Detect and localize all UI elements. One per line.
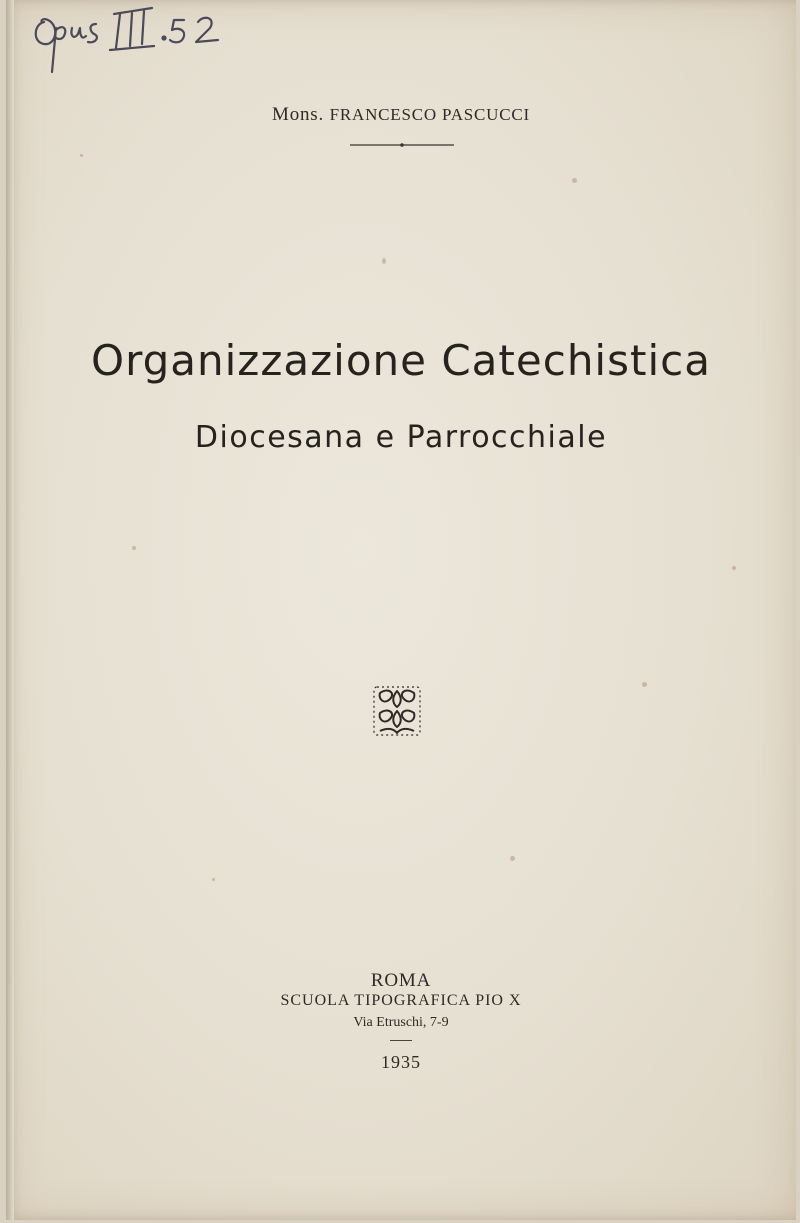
foxing-spot [510,856,515,861]
foxing-spot [642,682,647,687]
foxing-spot [732,566,736,570]
foxing-spot [572,178,577,183]
foxing-spot [382,258,386,264]
page-edge [6,0,14,1220]
imprint-divider [390,1040,412,1041]
imprint-year: 1935 [381,1052,421,1072]
book-title: Organizzazione Catechistica [91,336,711,385]
author-name: FRANCESCO PASCUCCI [329,105,530,124]
foxing-spot [80,154,83,157]
imprint-city: ROMA [370,970,432,991]
floral-ornament-icon [370,683,424,739]
foxing-spot [132,546,136,550]
imprint-publisher: SCUOLA TIPOGRAFICA PIO X [280,992,522,1009]
handwritten-shelfmark [30,2,260,74]
author-honorific: Mons. [272,104,325,125]
book-cover-page [6,0,796,1220]
decorative-rule [348,138,456,154]
foxing-spot [212,878,215,881]
author-line [6,104,796,126]
book-subtitle: Diocesana e Parrocchiale [194,420,608,455]
handwritten-shelfmark-drawing [30,2,260,74]
imprint-address: Via Etruschi, 7-9 [353,1015,449,1030]
